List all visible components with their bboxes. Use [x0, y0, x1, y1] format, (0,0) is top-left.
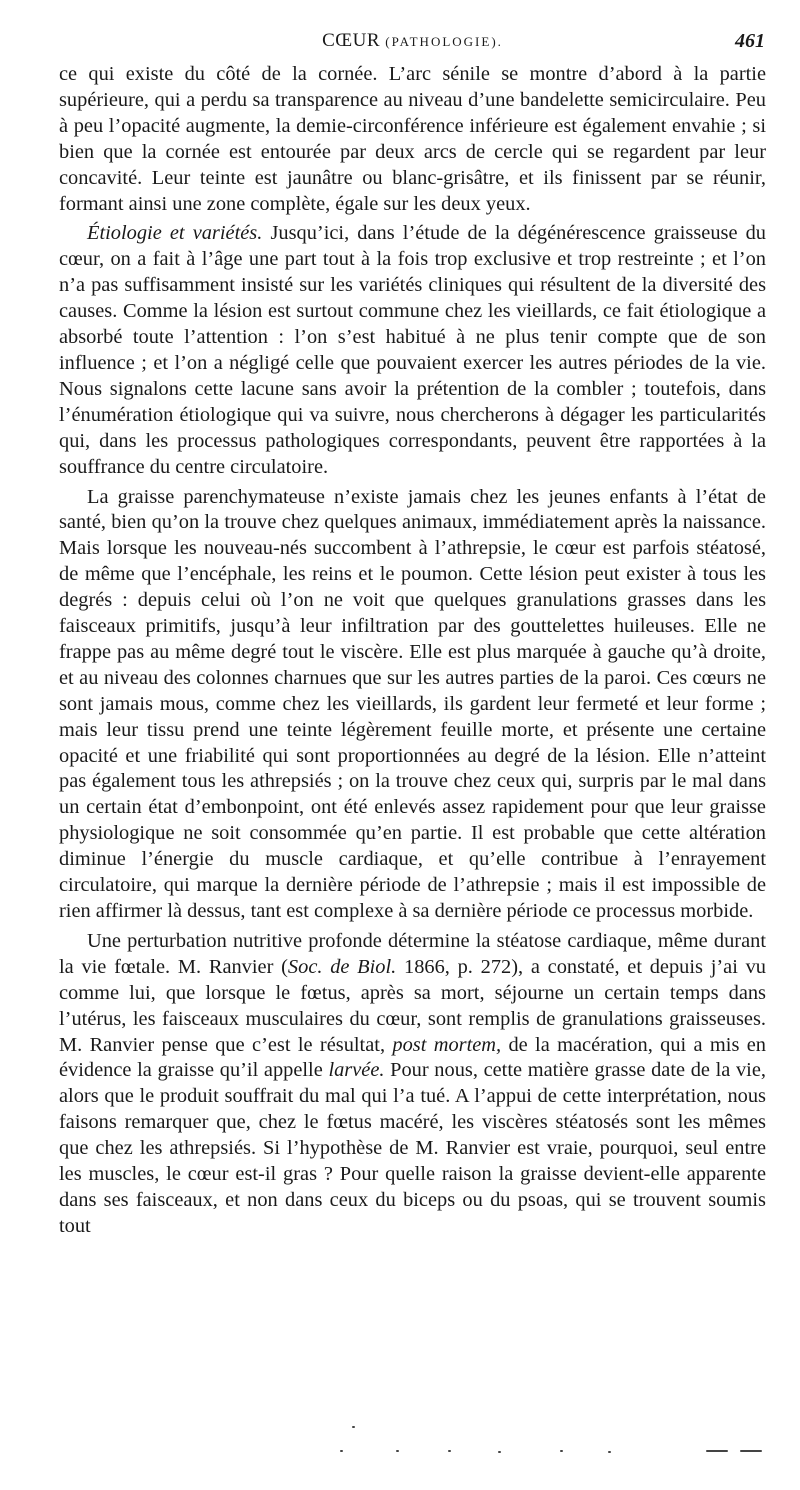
scan-speck — [352, 1426, 355, 1428]
body-text — [59, 62, 766, 1240]
citation-journal: Soc. de Biol. — [287, 955, 397, 978]
running-title — [60, 30, 765, 52]
term-larvee: larvée. — [328, 1059, 385, 1082]
scan-speck — [448, 1450, 451, 1452]
paragraph-4-part-3: de la macération, qui a mis en évidence la graisse qu’il appelle — [59, 1033, 766, 1082]
scan-speck — [740, 1450, 762, 1452]
scan-speck — [608, 1451, 611, 1453]
paragraph-4 — [59, 929, 766, 1240]
scan-speck — [340, 1450, 343, 1452]
paragraph-2 — [59, 221, 766, 480]
running-header — [60, 30, 765, 58]
running-title-sub: (PATHOLOGIE). — [385, 34, 503, 49]
running-title-main: CŒUR — [322, 30, 381, 51]
paragraph-4-part-4: Pour nous, cette matière grasse date de la vie, alors que le produit souffrait du mal qui l’a tué. A l’appui de cette interprétation, nous faisons remarquer que, chez le fœtus macéré, les viscères stéatosés sont les mêmes que chez les athrepsiés. Si l’hypothèse de M. Ranvier est vraie, pourquoi, seul entre les muscles, le cœur est-il gras ? Pour quelle raison la graisse devient-elle apparente dans ses faisceaux, et non dans ceux du biceps ou du psoas, qui se trouvent soumis tout — [59, 1059, 766, 1237]
paragraph-4-part-1: Une perturbation nutritive profonde détermine la stéatose cardiaque, même durant la vie fœtale. M. Ranvier ( — [59, 929, 766, 978]
scan-speck — [560, 1450, 563, 1452]
paragraph-4-part-2: 1866, p. 272), a constaté, et depuis j’ai vu comme lui, que lorsque le fœtus, après sa mort, séjourne un certain temps dans l’utérus, les faisceaux musculaires du cœur, sont remplis de granulations graisseuses. M. Ranvier pense que c’est le résultat, — [59, 955, 766, 1056]
section-heading: Étiologie et variétés. — [87, 222, 263, 245]
paragraph-1: ce qui existe du côté de la cornée. L’arc sénile se montre d’abord à la partie supérieure, qui a perdu sa transparence au niveau d’une bandelette semicirculaire. Peu à peu l’opacité augmente, la demie-circonférence inférieure est également envahie ; si bien que la cornée est entourée par deux arcs de cercle qui se regardent par leur concavité. Leur teinte est jaunâtre ou blanc-grisâtre, et ils finissent par se réunir, formant ainsi une zone complète, égale sur les deux yeux. — [59, 63, 766, 215]
page-number: 461 — [735, 30, 765, 52]
scan-specks — [0, 1400, 800, 1470]
scan-speck — [396, 1450, 399, 1452]
term-post-mortem: post mortem, — [392, 1033, 502, 1056]
paragraph-3: La graisse parenchymateuse n’existe jamais chez les jeunes enfants à l’état de santé, bien qu’on la trouve chez quelques animaux, immédiatement après la naissance. Mais lorsque les nouveau-nés succombent à l’athrepsie, le cœur est parfois stéatosé, de même que l’encéphale, les reins et le poumon. Cette lésion peut exister à tous les degrés : depuis celui où l’on ne voit que quelques granulations grasses dans les faisceaux primitifs, jusqu’à leur infiltration par des gouttelettes huileuses. Elle ne frappe pas au même degré tout le viscère. Elle est plus marquée à gauche qu’à droite, et au niveau des colonnes charnues que sur les autres parties de la paroi. Ces cœurs ne sont jamais mous, comme chez les vieillards, ils gardent leur fermeté et leur forme ; mais leur tissu prend une teinte légèrement feuille morte, et présente une certaine opacité et une friabilité qui sont proportionnées au degré de la lésion. Elle n’atteint pas également tous les athrepsiés ; on la trouve chez ceux qui, surpris par le mal dans un certain état d’embonpoint, ont été enlevés assez rapidement pour que leur graisse physiologique ne soit consommée qu’en partie. Il est probable que cette altération diminue l’énergie du muscle cardiaque, et qu’elle contribue à l’enrayement circulatoire, qui marque la dernière période de l’athrepsie ; mais il est impossible de rien affirmer là dessus, tant est complexe à sa dernière période ce processus morbide. — [59, 485, 766, 922]
scan-speck — [498, 1451, 501, 1453]
scan-speck — [706, 1450, 728, 1452]
paragraph-2-text: Jusqu’ici, dans l’étude de la dégénérescence graisseuse du cœur, on a fait à l’âge une part tout à la fois trop exclusive et trop restreinte ; et l’on n’a pas suffisamment insisté sur les variétés cliniques qui résultent de la diversité des causes. Comme la lésion est surtout commune chez les vieillards, ce fait étiologique a absorbé toute l’attention : l’on s’est habitué à ne plus tenir compte que de son influence ; et l’on a négligé celle que pouvaient exercer les autres périodes de la vie. Nous signalons cette lacune sans avoir la prétention de la combler ; toutefois, dans l’énumération étiologique qui va suivre, nous chercherons à dégager les particularités qui, dans les processus pathologiques correspondants, peuvent être rapportées à la souffrance du centre circulatoire. — [59, 222, 767, 478]
